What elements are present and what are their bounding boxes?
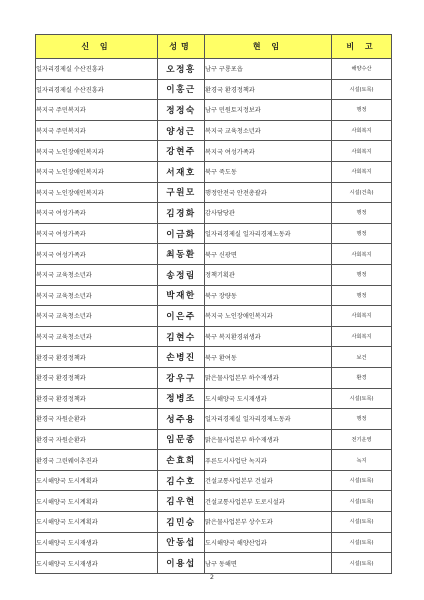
cell-name: 정병조: [158, 388, 205, 409]
cell-remark: 시설(건축): [332, 182, 392, 203]
cell-name: 성주용: [158, 409, 205, 430]
cell-current-post: 남구 구룡포읍: [205, 59, 332, 80]
table-row: [36, 450, 392, 471]
table-body: [36, 59, 392, 574]
cell-remark: 사회복지: [332, 326, 392, 347]
cell-name: 안동섭: [158, 532, 205, 553]
cell-name: 손효희: [158, 450, 205, 471]
cell-remark: 시설(토목): [332, 553, 392, 574]
cell-name: 손병진: [158, 347, 205, 368]
cell-new-post: 복지국 교육청소년과: [36, 285, 158, 306]
cell-remark: 사회복지: [332, 306, 392, 327]
cell-new-post: 복지국 교육청소년과: [36, 264, 158, 285]
header-remark: 비 고: [332, 35, 392, 59]
cell-new-post: 복지국 노인장애인복지과: [36, 141, 158, 162]
cell-new-post: 도시해양국 도시재생과: [36, 553, 158, 574]
table-row: [36, 285, 392, 306]
cell-new-post: 복지국 여성가족과: [36, 244, 158, 265]
cell-remark: 사회복지: [332, 120, 392, 141]
cell-current-post: 도시해양국 도시재생과: [205, 388, 332, 409]
cell-current-post: 푸른도시사업단 녹지과: [205, 450, 332, 471]
table-row: [36, 532, 392, 553]
table-row: [36, 161, 392, 182]
cell-name: 김수호: [158, 470, 205, 491]
table-row: [36, 120, 392, 141]
cell-current-post: 복지국 노인장애인복지과: [205, 306, 332, 327]
table-row: [36, 141, 392, 162]
cell-current-post: 감사담당관: [205, 203, 332, 224]
cell-current-post: 일자리경제실 일자리경제노동과: [205, 223, 332, 244]
cell-name: 김경화: [158, 203, 205, 224]
table-row: [36, 223, 392, 244]
cell-new-post: 복지국 교육청소년과: [36, 306, 158, 327]
cell-remark: 행정: [332, 409, 392, 430]
cell-name: 양성근: [158, 120, 205, 141]
cell-remark: 사회복지: [332, 141, 392, 162]
table-header-row: [36, 35, 392, 59]
header-new-post: 신 임: [36, 35, 158, 59]
cell-name: 이홍근: [158, 79, 205, 100]
header-name: 성명: [158, 35, 205, 59]
table-row: [36, 409, 392, 430]
table-row: [36, 59, 392, 80]
cell-current-post: 행정안전국 안전총괄과: [205, 182, 332, 203]
cell-new-post: 일자리경제실 수산진흥과: [36, 79, 158, 100]
cell-remark: 시설(토목): [332, 491, 392, 512]
cell-current-post: 맑은물사업본부 상수도과: [205, 512, 332, 533]
cell-remark: 행정: [332, 285, 392, 306]
cell-current-post: 복지국 여성가족과: [205, 141, 332, 162]
cell-name: 임문종: [158, 429, 205, 450]
table-row: [36, 326, 392, 347]
cell-name: 김민승: [158, 512, 205, 533]
table-row: [36, 264, 392, 285]
table-row: [36, 347, 392, 368]
cell-remark: 시설(토목): [332, 512, 392, 533]
cell-new-post: 환경국 그린웨이추진과: [36, 450, 158, 471]
cell-new-post: 복지국 교육청소년과: [36, 326, 158, 347]
cell-current-post: 남구 동해면: [205, 553, 332, 574]
personnel-table: [35, 34, 392, 574]
cell-remark: 시설(토목): [332, 388, 392, 409]
cell-remark: 사회복지: [332, 244, 392, 265]
cell-new-post: 도시해양국 도시계획과: [36, 470, 158, 491]
cell-current-post: 남구 민원토지정보과: [205, 100, 332, 121]
cell-new-post: 환경국 환경정책과: [36, 367, 158, 388]
table-row: [36, 470, 392, 491]
table-row: [36, 388, 392, 409]
cell-current-post: 북구 복지환경위생과: [205, 326, 332, 347]
table-row: [36, 182, 392, 203]
cell-name: 송정림: [158, 264, 205, 285]
table-row: [36, 553, 392, 574]
cell-new-post: 환경국 자원순환과: [36, 429, 158, 450]
table-row: [36, 306, 392, 327]
cell-new-post: 일자리경제실 수산진흥과: [36, 59, 158, 80]
cell-name: 김우현: [158, 491, 205, 512]
cell-remark: 전기운영: [332, 429, 392, 450]
cell-remark: 보건: [332, 347, 392, 368]
cell-current-post: 맑은물사업본부 하수재생과: [205, 429, 332, 450]
cell-new-post: 복지국 여성가족과: [36, 203, 158, 224]
cell-current-post: 북구 신광면: [205, 244, 332, 265]
table-row: [36, 491, 392, 512]
cell-new-post: 환경국 환경정책과: [36, 347, 158, 368]
cell-current-post: 북구 장량동: [205, 285, 332, 306]
cell-name: 김현수: [158, 326, 205, 347]
cell-name: 정정숙: [158, 100, 205, 121]
cell-name: 이용섭: [158, 553, 205, 574]
cell-name: 이은주: [158, 306, 205, 327]
cell-name: 박재한: [158, 285, 205, 306]
cell-name: 오정흥: [158, 59, 205, 80]
table-row: [36, 429, 392, 450]
table-row: [36, 79, 392, 100]
table-row: [36, 512, 392, 533]
cell-remark: 행정: [332, 223, 392, 244]
cell-remark: 시설(토목): [332, 532, 392, 553]
table-row: [36, 367, 392, 388]
table-row: [36, 100, 392, 121]
cell-new-post: 도시해양국 도시재생과: [36, 532, 158, 553]
cell-new-post: 환경국 자원순환과: [36, 409, 158, 430]
cell-remark: 환경: [332, 367, 392, 388]
cell-remark: 시설(토목): [332, 79, 392, 100]
cell-current-post: 도시해양국 해양산업과: [205, 532, 332, 553]
cell-current-post: 복지국 교육청소년과: [205, 120, 332, 141]
cell-current-post: 북구 환여동: [205, 347, 332, 368]
cell-new-post: 환경국 환경정책과: [36, 388, 158, 409]
cell-current-post: 건설교통사업본부 건설과: [205, 470, 332, 491]
cell-name: 구원모: [158, 182, 205, 203]
cell-remark: 녹지: [332, 450, 392, 471]
cell-new-post: 도시해양국 도시계획과: [36, 491, 158, 512]
cell-new-post: 복지국 노인장애인복지과: [36, 161, 158, 182]
cell-name: 최동환: [158, 244, 205, 265]
cell-name: 서재호: [158, 161, 205, 182]
cell-remark: 행정: [332, 100, 392, 121]
cell-name: 강현주: [158, 141, 205, 162]
cell-new-post: 복지국 여성가족과: [36, 223, 158, 244]
cell-new-post: 도시해양국 도시계획과: [36, 512, 158, 533]
cell-current-post: 정책기획관: [205, 264, 332, 285]
cell-remark: 행정: [332, 264, 392, 285]
cell-remark: 시설(토목): [332, 470, 392, 491]
header-current-post: 현 임: [205, 35, 332, 59]
cell-remark: 행정: [332, 203, 392, 224]
cell-current-post: 일자리경제실 일자리경제노동과: [205, 409, 332, 430]
cell-current-post: 환경국 환경정책과: [205, 79, 332, 100]
cell-remark: 사회복지: [332, 161, 392, 182]
cell-current-post: 맑은물사업본부 하수재생과: [205, 367, 332, 388]
cell-new-post: 복지국 주민복지과: [36, 100, 158, 121]
cell-new-post: 복지국 주민복지과: [36, 120, 158, 141]
page-number: 2: [209, 573, 215, 581]
cell-current-post: 북구 죽도동: [205, 161, 332, 182]
cell-name: 강우구: [158, 367, 205, 388]
cell-new-post: 복지국 노인장애인복지과: [36, 182, 158, 203]
table-row: [36, 203, 392, 224]
cell-remark: 해양수산: [332, 59, 392, 80]
table-row: [36, 244, 392, 265]
cell-current-post: 건설교통사업본부 도로시설과: [205, 491, 332, 512]
cell-name: 이금화: [158, 223, 205, 244]
